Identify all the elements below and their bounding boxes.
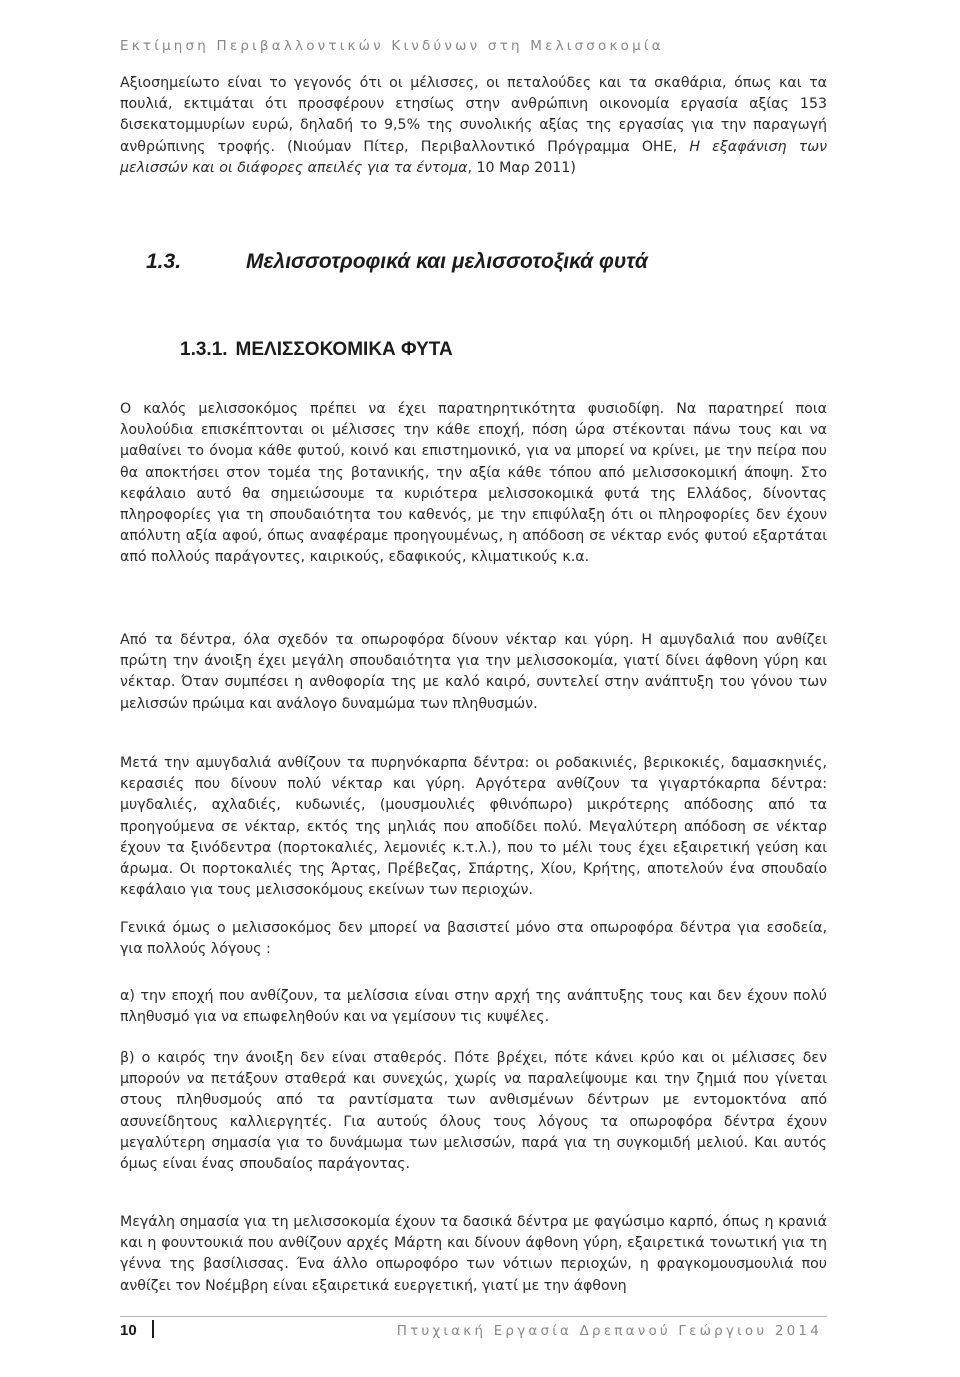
intro-citation-tail: , 10 Μαρ 2011) (467, 159, 576, 176)
intro-citation-title: Η εξαφάνιση των μελισσών και οι διάφορες απειλές για τα έντομα (120, 138, 827, 176)
subsection-heading (180, 339, 453, 361)
section-number: 1.3. (146, 250, 182, 273)
section-heading (146, 250, 648, 274)
paragraph-stone-fruit: Μετά την αμυγδαλιά ανθίζουν τα πυρηνόκαρπα δέντρα: οι ροδακινιές, βερικοκιές, δαμασκηνιές, κερασιές που δίνουν πολύ νέκταρ και γύρη. Αργότερα ανθίζουν τα γιγαρτόκαρπα δέντρα: μυγδαλιές, αχλαδιές, κυδωνιές, (μουσμουλιές φθινόπωρο) μικρότερης απόδοσης από τα προηγούμενα σε νέκταρ, εκτός της μηλιάς που αποδίδει πολύ. Μεγαλύτερη απόδοση σε νέκταρ έχουν τα ξινόδεντρα (πορτοκαλιές, λεμονιές κ.τ.λ.), που το μέλι τους έχει εξαιρετική γεύση και άρωμα. Οι πορτοκαλιές της Άρτας, Πρέβεζας, Σπάρτης, Χίου, Κρήτης, αποτελούν ένα σπουδαίο κεφάλαιο για τους μελισσοκόμους εκείνων των περιοχών. (120, 755, 827, 899)
paragraph-reason-b: β) ο καιρός την άνοιξη δεν είναι σταθερός. Πότε βρέχει, πότε κάνει κρύο και οι μέλισσες δεν μπορούν να πετάξουν σταθερά και συνεχώς, χωρίς να παραλείψουμε και την ζημιά που γίνεται στους πληθυσμούς από τα ραντίσματα των ανθισμένων δέντρων με εντομοκτόνα από ασυνείδητους καλλιεργητές. Για αυτούς όλους τους λόγους τα οπωροφόρα δέντρα έχουν μεγαλύτερη σημασία για το δυνάμωμα των μελισσών, παρά για τη συγκομιδή μελιού. Και αυτός όμως είναι ένας σπουδαίος παράγοντας. (120, 1050, 827, 1173)
paragraph-reason-a: α) την εποχή που ανθίζουν, τα μελίσσια είναι στην αρχή της ανάπτυξης τους και δεν έχουν πολύ πληθυσμό για να επωφεληθούν και να γεμίσουν τις κυψέλες. (120, 988, 827, 1026)
paragraph-observation: Ο καλός μελισσοκόμος πρέπει να έχει παρατηρητικότητα φυσιοδίφη. Να παρατηρεί ποια λουλούδια επισκέπτονται οι μέλισσες την κάθε εποχή, πόση ώρα στέκονται πάνω τους και να μαθαίνει το όνομα κάθε φυτού, κοινό και επιστημονικό, για να μπορεί να κρίνει, με την πείρα που θα αποκτήσει στον τομέα της βοτανικής, την αξία κάθε τόπου από μελισσοκομική άποψη. Στο κεφάλαιο αυτό θα σημειώσουμε τα κυριότερα μελισσοκομικά φυτά της Ελλάδος, δίνοντας πληροφορίες για τη σπουδαιότητα του καθενός, με την επιφύλαξη ότι οι πληροφορίες δεν έχουν απόλυτη αξία αφού, όπως αναφέραμε προηγουμένως, η απόδοση σε νέκταρ ενός φυτού εξαρτάται από πολλούς παράγοντες, καιρικούς, εδαφικούς, κλιματικούς κ.α. (120, 401, 827, 566)
footer-divider (120, 1316, 827, 1317)
page-number: 10 (120, 1322, 137, 1339)
subsection-title: ΜΕΛΙΣΣΟΚΟΜΙΚΑ ΦΥΤΑ (235, 339, 453, 360)
intro-paragraph (120, 73, 827, 179)
section-title: Μελισσοτροφικά και μελισσοτοξικά φυτά (246, 250, 648, 273)
paragraph-fruit-trees: Από τα δέντρα, όλα σχεδόν τα οπωροφόρα δίνουν νέκταρ και γύρη. Η αμυγδαλιά που ανθίζει πρώτη την άνοιξη έχει μεγάλη σπουδαιότητα για την μελισσοκομία, γιατί δίνει άφθονη γύρη και νέκταρ. Όταν συμπέσει η ανθοφορία της με καλό καιρό, συντελεί στην ανάπτυξη του γόνου των μελισσών πρώιμα και ανάλογο δυναμώμα των πληθυσμών. (120, 632, 827, 712)
intro-text: Αξιοσημείωτο είναι το γεγονός ότι οι μέλισσες, οι πεταλούδες και τα σκαθάρια, όπως και τα πουλιά, εκτιμάται ότι προσφέρουν ετησίως στην ανθρώπινη οικονομία εργασία αξίας 153 δισεκατομμυρίων ευρώ, δηλαδή το 9,5% της συνολικής αξίας της εργασίας για την παραγωγή ανθρώπινης τροφής. (Νιούμαν Πίτερ, Περιβαλλοντικό Πρόγραμμα ΟΗΕ, (120, 75, 827, 155)
paragraph-general: Γενικά όμως ο μελισσοκόμος δεν μπορεί να βασιστεί μόνο στα οπωροφόρα δέντρα για εσοδεία, για πολλούς λόγους : (120, 920, 827, 958)
subsection-number: 1.3.1. (180, 339, 228, 360)
paragraph-forest-trees: Μεγάλη σημασία για τη μελισσοκομία έχουν τα δασικά δέντρα με φαγώσιμο καρπό, όπως η κρανιά και η φουντουκιά που ανθίζουν αρχές Μάρτη και δίνουν άφθονη γύρη, εξαιρετικά τονωτική για τη γέννα της βασίλισσας. Ένα άλλο οπωροφόρο των νότιων περιοχών, η φραγκομουσμουλιά που ανθίζει τον Νοέμβρη είναι εξαιρετικά ευεργετική, γιατί με την άφθονη (120, 1214, 827, 1294)
page-number-separator (152, 1320, 154, 1338)
footer-credit: Πτυχιακή Εργασία Δρεπανού Γεώργιου 2014 (396, 1323, 822, 1339)
running-header: Εκτίμηση Περιβαλλοντικών Κινδύνων στη Μελισσοκομία (120, 38, 664, 54)
